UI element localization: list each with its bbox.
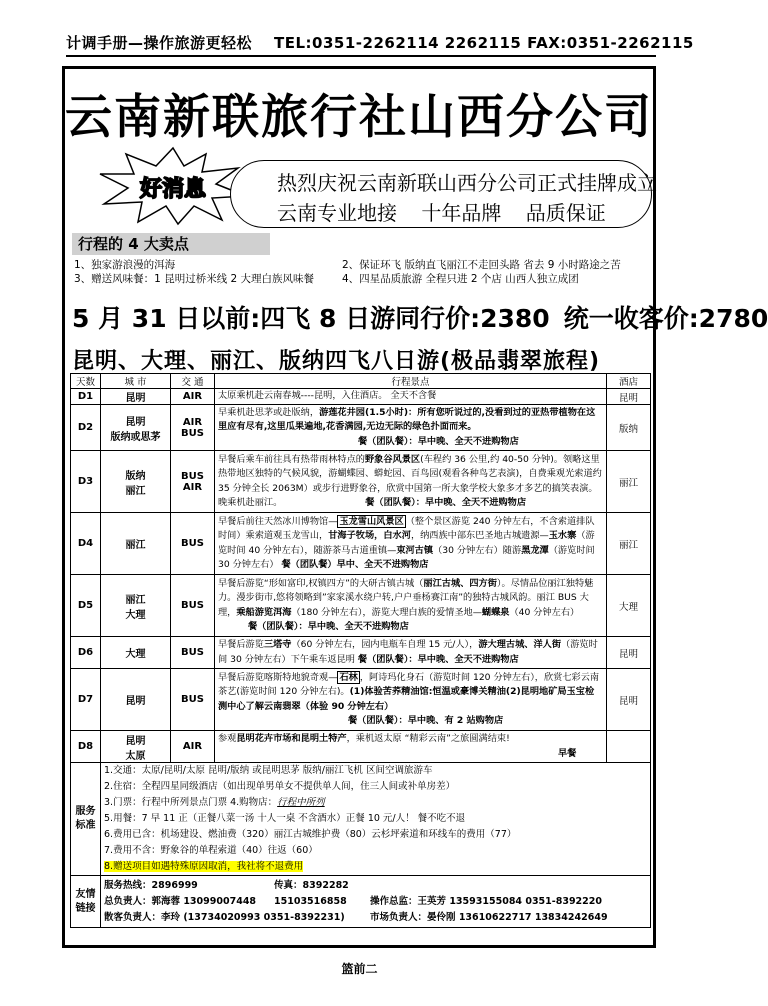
- contact-label-cell: 友情链接: [71, 876, 101, 928]
- desc-text: (车程约 36 公里,约 40-50 分钟)。领略这里热带地区独特的气候风貌，游蝴蝶园、蟒蛇园、百鸟园(观看各种鸟艺表演)，自费乘观光索道约 35 分钟全长 2063M）或步行进野象谷，欣赏中国第一所大象学校大象多才多艺的搞笑表演。晚乘机赴丽江。: [218, 453, 602, 508]
- table-header-row: [71, 374, 651, 389]
- hotel-cell: 昆明: [607, 389, 651, 405]
- price-line: [72, 299, 768, 335]
- city-cell: 昆明: [101, 669, 171, 731]
- meal-note: 早餐: [558, 747, 577, 759]
- transport-cell: BUS: [171, 669, 215, 731]
- hotel-cell: 昆明: [607, 669, 651, 731]
- hotel-cell: [607, 731, 651, 763]
- table-row: [71, 575, 651, 637]
- desc-highlight: 玉龙雪山风景区: [339, 515, 404, 527]
- desc-highlight: 昆明花卉市场和昆明土特产: [236, 733, 347, 745]
- desc-highlight: 野象谷风景区: [365, 453, 421, 465]
- selling-point: 3、赠送风味餐：1 昆明过桥米线 2 大理白族风味餐: [74, 273, 315, 285]
- meal-note: 餐（团队餐）：早中晚、全天不进购物店: [358, 435, 519, 447]
- market-contact: 晏伶刚 13610622717 13834242649: [427, 911, 608, 923]
- col-header-hotel: 酒店: [607, 374, 651, 389]
- meal-note: 餐（团队餐）：早中晚、全天不进购物店: [357, 653, 519, 665]
- table-row: [71, 731, 651, 763]
- peer-price: 5 月 31 日以前:四飞 8 日游同行价:2380: [72, 304, 550, 333]
- contact-line: [104, 878, 647, 894]
- hotel-cell: 丽江: [607, 451, 651, 513]
- table-row: [71, 876, 651, 928]
- desc-text: 早餐后游览喀斯特地貌奇观—: [218, 671, 338, 683]
- desc-text: 早餐后游览: [218, 639, 264, 651]
- table-row: [71, 389, 651, 405]
- table-row: [71, 637, 651, 669]
- table-row: [71, 513, 651, 575]
- itinerary-cell: [215, 513, 607, 575]
- city-text: 昆明 太原: [125, 735, 146, 762]
- transport-cell: AIR: [171, 389, 215, 405]
- fax-label: 传真：: [274, 879, 303, 891]
- day-cell: D3: [71, 451, 101, 513]
- desc-highlight: 束河古镇: [396, 544, 434, 556]
- header-tel: TEL:0351-2262114 2262115 FAX:0351-2262115: [274, 34, 694, 52]
- desc-text: （180 分钟左右），游览大理白族的爱情圣地—: [291, 606, 482, 618]
- service-item-text: 3.门票：行程中所列景点门票 4.购物店：: [104, 797, 278, 808]
- desc-text: 早餐后前往天然冰川博物馆—: [218, 515, 338, 527]
- city-cell: [101, 575, 171, 637]
- desc-highlight: 玉水寨: [548, 530, 577, 542]
- fax-number: 8392282: [302, 879, 349, 891]
- hotel-cell: 昆明: [607, 637, 651, 669]
- city-text: 丽江 大理: [125, 594, 146, 621]
- city-cell: 丽江: [101, 513, 171, 575]
- retail-price: 统一收客价:2780: [563, 304, 768, 333]
- ops-label: 操作总监：: [370, 895, 418, 907]
- desc-text: （整个景区游览 240 分钟左右，不含索道排队时间）乘索道观玉龙雪山，: [218, 515, 595, 542]
- transport-cell: BUS AIR: [171, 451, 215, 513]
- desc-highlight: 乘船游览洱海: [236, 606, 292, 618]
- hotel-cell: 版纳: [607, 405, 651, 451]
- company-title: 云南新联旅行社山西分公司: [65, 90, 653, 145]
- service-item: [104, 859, 647, 875]
- day-cell: D7: [71, 669, 101, 731]
- desc-highlight: 黑龙潭: [521, 544, 549, 556]
- route-title: 昆明、大理、丽江、版纳四飞八日游(极品翡翠旅程): [72, 349, 601, 374]
- table-row: [71, 763, 651, 876]
- day-cell: D6: [71, 637, 101, 669]
- desc-text: 早乘机赴思茅或赴版纳，: [218, 407, 320, 419]
- service-item: 5.用餐：7 早 11 正（正餐八菜一汤 十人一桌 不含酒水）正餐 10 元/人！ 餐不吃不退: [104, 813, 466, 824]
- desc-highlight: 三塔寺: [263, 639, 292, 651]
- meal-note: 餐（团队餐）：早中晚、全天不进购物店: [248, 620, 409, 632]
- market-label: 市场负责人：: [370, 911, 428, 923]
- col-header-day: 天数: [71, 374, 101, 389]
- city-cell: 大理: [101, 637, 171, 669]
- service-item-highlight: 8.赠送项目如遇特殊原因取消，我社将不退费用: [104, 861, 304, 872]
- desc-text: ，纳西族中部东巴圣地古城遗源—: [410, 530, 549, 542]
- itinerary-cell: [215, 731, 607, 763]
- service-item: 2.住宿：全程四星同级酒店（如出现单男单女不提供单人间，住三人间或补单房差）: [104, 781, 456, 792]
- selling-points-list: [74, 258, 652, 286]
- selling-points-heading: 行程的 4 大卖点: [72, 233, 270, 255]
- desc-text: ，乘机返太原 “精彩云南”之旅圆满结束!: [346, 733, 510, 745]
- desc-highlight: (1)体验苦荞精油馆:恒温或豪博关精油(2)昆明地矿局玉宝检测中心了解云南翡翠（体验 90 分钟左右）: [218, 686, 595, 712]
- gm-contact: 郭海蓉 13099007448: [151, 895, 257, 907]
- desc-text: （游览时间 30 分钟左右）: [218, 544, 595, 570]
- desc-text: （游览时间 30 分钟左右）下午乘车返昆明: [218, 639, 598, 665]
- col-header-city: 城 市: [101, 374, 171, 389]
- top-header: [66, 32, 694, 57]
- itinerary-cell: [215, 575, 607, 637]
- service-standards-cell: [101, 763, 651, 876]
- city-cell: [101, 731, 171, 763]
- meal-note: 餐（团队餐）早中、全天不进购物店: [281, 558, 429, 570]
- desc-text: （60 分钟左右，园内电瓶车自理 15 元/人），: [291, 639, 479, 651]
- good-news-text: 好消息: [139, 176, 207, 202]
- city-text: 昆明 版纳或思茅: [110, 416, 161, 443]
- desc-text: 早餐后乘车前往具有热带雨林特点的: [218, 453, 365, 465]
- announcement-line2: 云南专业地接 十年品牌 品质保证: [277, 201, 606, 225]
- day-cell: D8: [71, 731, 101, 763]
- page-footer: 篮前二: [341, 962, 378, 976]
- selling-point: 4、四星品质旅游 全程只进 2 个店 山西人独立成团: [342, 273, 579, 285]
- desc-highlight: 丽江古城、四方街: [423, 577, 497, 589]
- gm-phone2: 15103516858: [274, 895, 347, 907]
- city-cell: [101, 451, 171, 513]
- desc-text: （游览时间 40 分钟左右），随游茶马古道重镇—: [218, 530, 595, 556]
- hotline-number: 2896999: [151, 879, 198, 891]
- contact-line: [104, 910, 647, 926]
- table-row: [71, 451, 651, 513]
- transport-cell: BUS: [171, 575, 215, 637]
- transport-cell: BUS: [171, 513, 215, 575]
- service-item: 7.费用不含：野象谷的单程索道（40）往返（60）: [104, 845, 318, 856]
- service-item-italic: 行程中所列: [277, 797, 325, 808]
- city-cell: 昆明: [101, 389, 171, 405]
- city-cell: [101, 405, 171, 451]
- day-cell: D2: [71, 405, 101, 451]
- col-header-transport: 交 通: [171, 374, 215, 389]
- desc-text: ，阿诗玛化身石（游览时间 120 分钟左右），欣赏七彩云南茶艺(游览时间 120 分钟左右)。: [218, 671, 600, 698]
- itinerary-cell: [215, 637, 607, 669]
- selling-point: 2、保证环飞 版纳直飞丽江不走回头路 省去 9 小时路途之苦: [342, 259, 621, 271]
- day-cell: D4: [71, 513, 101, 575]
- header-slogan: 计调手册—操作旅游更轻松: [66, 34, 253, 52]
- city-text: 版纳 丽江: [125, 470, 146, 497]
- dispatch-contact: 李玲 (13734020993 0351-8392231): [161, 911, 345, 923]
- gm-label: 总负责人：: [104, 895, 152, 907]
- desc-highlight: 游大理古城、洋人街: [478, 639, 562, 651]
- itinerary-cell: [215, 405, 607, 451]
- hotel-cell: 大理: [607, 575, 651, 637]
- contacts-cell: [101, 876, 651, 928]
- selling-point: 1、独家游浪漫的洱海: [74, 259, 176, 271]
- contact-line: [104, 894, 647, 910]
- desc-text: 参观: [218, 733, 237, 745]
- transport-cell: BUS: [171, 637, 215, 669]
- hotline-label: 服务热线：: [104, 879, 152, 891]
- meal-note: 餐（团队餐）：早中晚、全天不进购物店: [365, 496, 527, 508]
- service-item: [104, 795, 647, 811]
- ops-contact: 王英芳 13593155084 0351-8392220: [417, 895, 602, 907]
- day-cell: D5: [71, 575, 101, 637]
- itinerary-cell: [215, 669, 607, 731]
- dispatch-label: 散客负责人：: [104, 911, 162, 923]
- desc-text: （40 分钟左右）: [509, 606, 580, 618]
- itinerary-cell: 太原乘机赴云南春城----昆明，入住酒店。 全天不含餐: [215, 389, 607, 405]
- table-row: [71, 405, 651, 451]
- transport-cell: AIR BUS: [171, 405, 215, 451]
- table-row: [71, 669, 651, 731]
- hotel-cell: 丽江: [607, 513, 651, 575]
- desc-text: ）。尽情品位丽江独特魅力。漫步街市,悠将领略到”家家溪水绕户转,户户垂杨赛江南”的独特古城风韵。丽江 BUS 大理，: [218, 577, 594, 618]
- desc-text: （30 分钟左右）随游: [433, 544, 522, 556]
- desc-highlight: 甘海子牧场，白水河: [328, 530, 411, 542]
- announcement-line1: 热烈庆祝云南新联山西分公司正式挂牌成立: [277, 171, 657, 195]
- desc-highlight: 蝴蝶泉: [481, 606, 510, 618]
- service-item: 6.费用已含：机场建设、燃油费（320）丽江古城维护费（80）云杉坪索道和环线车的费用（77）: [104, 829, 517, 840]
- service-item: 1.交通：太原/昆明/太原 昆明/版纳 或昆明思茅 版纳/丽江飞机 区间空调旅游车: [104, 765, 433, 776]
- desc-highlight: 游莲花井园(1.5小时)：所有您听说过的,没看到过的亚热带植物在这里应有尽有,这里瓜果遍地,花香满园,无边无际的绿色扑面而来。: [218, 407, 596, 433]
- transport-cell: AIR: [171, 731, 215, 763]
- service-label-cell: 服务标准: [71, 763, 101, 876]
- desc-text: 早餐后游览“形如富印,权镇四方”的大研古镇古城（: [218, 577, 424, 589]
- announcement-banner: [230, 160, 657, 228]
- meal-note: 餐（团队餐）：早中晚、有 2 站购物店: [348, 714, 504, 726]
- desc-highlight: 石林: [339, 671, 358, 683]
- col-header-itinerary: 行程景点: [215, 374, 607, 389]
- itinerary-table: [70, 373, 651, 928]
- good-news-starburst: [98, 146, 248, 226]
- itinerary-cell: [215, 451, 607, 513]
- day-cell: D1: [71, 389, 101, 405]
